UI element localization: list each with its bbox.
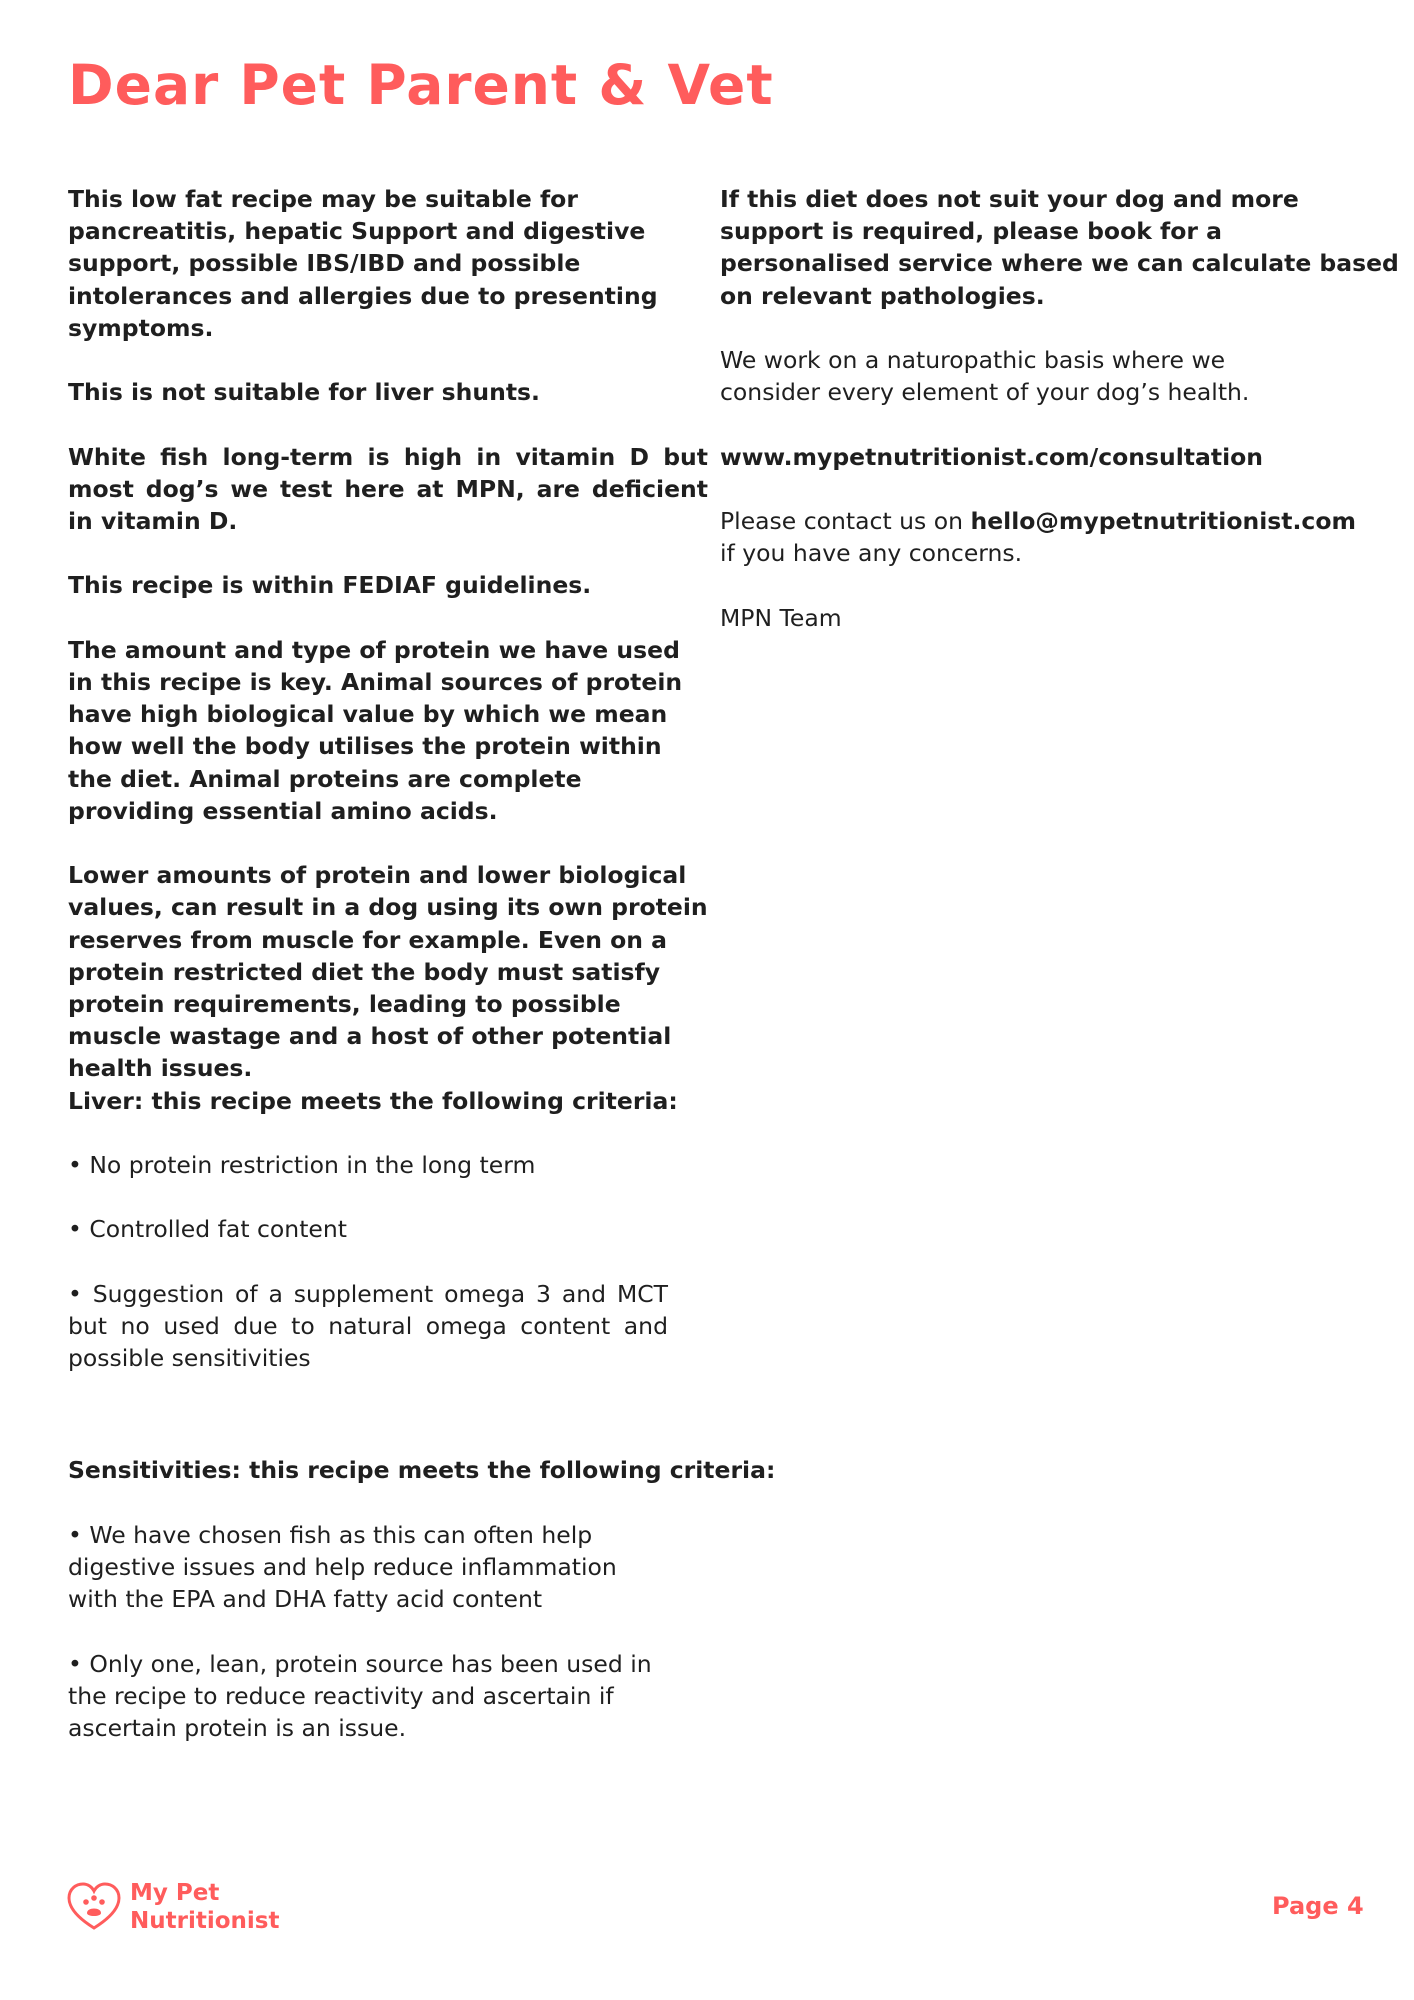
page-number: Page 4	[1272, 1892, 1364, 1920]
signoff: MPN Team	[720, 603, 842, 632]
personalised-service-paragraph: If this diet does not suit your dog and more support is required, please book for a personalised service where we can calculate based on relevant pathologies.	[720, 185, 1399, 310]
consultation-link[interactable]: www.mypetnutritionist.com/consultation	[720, 442, 1264, 471]
contact-paragraph	[720, 505, 1360, 569]
fediaf-paragraph: This recipe is within FEDIAF guidelines.	[68, 571, 592, 600]
vitamin-d-paragraph: White fish long-term is high in vitamin D but most dog’s we test here at MPN, are deficient in vitamin D.	[68, 442, 708, 535]
protein-paragraph: The amount and type of protein we have used in this recipe is key. Animal sources of protein have high biological value by which we mean how well the body utilises the protein within the diet. Animal proteins are complete providing essential amino acids.	[68, 635, 683, 825]
liver-criteria-item: • Controlled fat content	[68, 1215, 347, 1244]
protein-restriction-paragraph: Lower amounts of protein and lower biological values, can result in a dog using its own protein reserves from muscle for example. Even on a protein restricted diet the body must satisfy protein requirements, leading to possible muscle wastage and a host of other potential health issues.	[68, 861, 708, 1083]
heart-paw-icon	[66, 1880, 122, 1936]
liver-shunt-warning: This is not suitable for liver shunts.	[68, 378, 540, 407]
suitability-paragraph: This low fat recipe may be suitable for pancreatitis, hepatic Support and digestive support, possible IBS/IBD and possible intolerances and allergies due to presenting symptoms.	[68, 185, 658, 342]
sensitivities-criteria-heading: Sensitivities: this recipe meets the following criteria:	[68, 1456, 776, 1485]
sensitivities-criteria-item: • Only one, lean, protein source has been used in the recipe to reduce reactivity and ascertain if ascertain protein is an issue.	[68, 1649, 652, 1742]
liver-criteria-item: • Suggestion of a supplement omega 3 and MCT but no used due to natural omega content and possible sensitivities	[68, 1279, 668, 1373]
page-title: Dear Pet Parent & Vet	[68, 53, 774, 117]
contact-prefix: Please contact us on	[720, 506, 971, 535]
right-column	[720, 183, 1400, 634]
contact-email-link[interactable]: hello@mypetnutritionist.com	[970, 506, 1356, 535]
liver-criteria-item: • No protein restriction in the long term	[68, 1151, 536, 1179]
sensitivities-criteria-item: • We have chosen fish as this can often help digestive issues and help reduce inflammation with the EPA and DHA fatty acid content	[68, 1520, 617, 1614]
contact-suffix: if you have any concerns.	[720, 539, 1023, 568]
liver-criteria-heading: Liver: this recipe meets the following criteria:	[68, 1086, 678, 1115]
left-column	[68, 183, 776, 1744]
brand-name: My Pet Nutritionist	[130, 1880, 280, 1934]
brand-logo	[66, 1878, 280, 1938]
naturopathic-paragraph: We work on a naturopathic basis where we consider every element of your dog’s health.	[720, 346, 1250, 407]
